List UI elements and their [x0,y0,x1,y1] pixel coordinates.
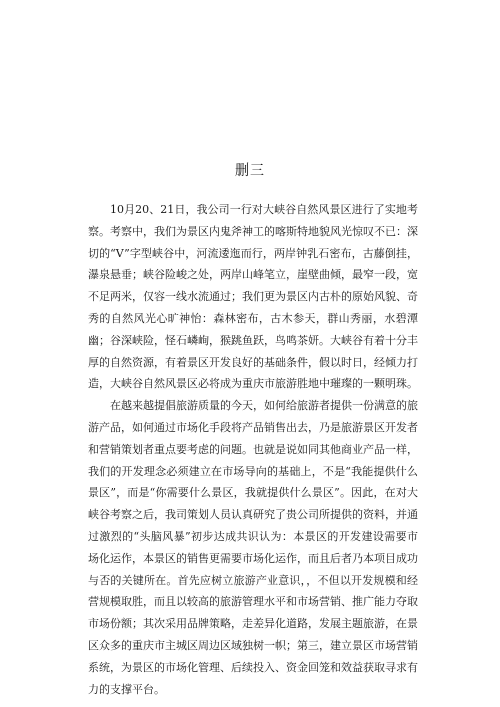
paragraph-2: 在越来越提倡旅游质量的今天，如何给旅游者提供一份满意的旅游产品，如何通过市场化手段将产品销售出去，乃是旅游景区开发者和营销策划者重点要考虑的问题。也就是说如同其他商业产品一样，我们的开发理念必须建立在市场导向的基础上，不是“我能提供什么景区”，而是“你需要什么景区，我就提供什么景区”。因此，在对大峡谷考察之后，我司策划人员认真研究了贵公司所提供的资料，并通过激烈的“头脑风暴”初步达成共识认为：本景区的开发建设需要市场化运作，本景区的销售更需要市场化运作，而且后者乃本项目成功与否的关键所在。首先应树立旅游产业意识，，不但以开发规模和经营规模取胜，而且以较高的旅游管理水平和市场营销、推广能力夺取市场份额；其次采用品牌策略，走差异化道路，发展主题旅游，在景区众多的重庆市主城区周边区域独树一帜；第三，建立景区市场营销系统，为景区的市场化管理、后续投入、资金回笼和效益获取寻求有力的支撑平台。 [88,399,418,696]
document-body [88,199,418,700]
paragraph-1: 10月20、21日，我公司一行对大峡谷自然风景区进行了实地考察。考察中，我们为景区内鬼斧神工的喀斯特地貌风光惊叹不已：深切的“V”字型峡谷中，河流逶迤而行，两岸钟乳石密布，古藤倒挂，瀑泉悬垂；峡谷险峻之处，两岸山峰笔立，崖壁曲倾，最窄一段，宽不足两米，仅容一线水流通过；我们更为景区内古朴的原始风貌、奇秀的自然风光心旷神怡：森林密布，古木参天，群山秀丽，水碧潭幽；谷深峡险，怪石嶙峋，猴跳鱼跃，鸟鸣茶妍。大峡谷有着十分丰厚的自然资源，有着景区开发良好的基础条件，假以时日，经倾力打造，大峡谷自然风景区必将成为重庆市旅游胜地中璀璨的一颗明珠。 [88,203,418,391]
document-title: 删三 [235,163,265,179]
